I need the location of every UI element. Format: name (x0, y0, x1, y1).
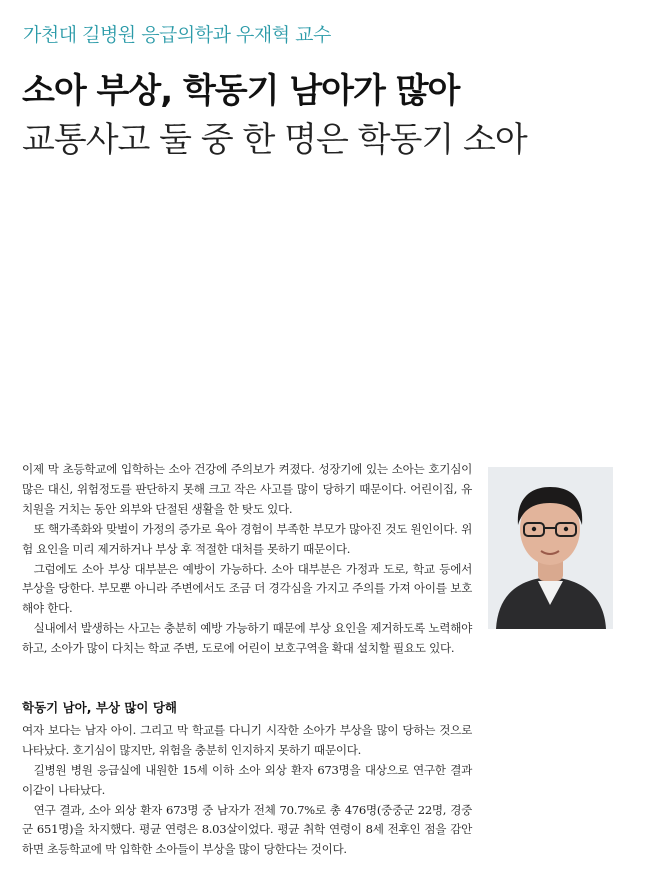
portrait-photo-icon (488, 467, 613, 629)
body-paragraph: 실내에서 발생하는 사고는 충분히 예방 가능하기 때문에 부상 요인을 제거하도록 노력해야 하고, 소아가 많이 다치는 학교 주변, 도로에 어린이 보호구역을 확대 설치할 필요도 있다. (22, 621, 472, 656)
body-paragraph: 여자 보다는 남자 아이. 그리고 막 학교를 다니기 시작한 소아가 부상을 많이 당하는 것으로 나타났다. 호기심이 많지만, 위험을 충분히 인지하지 못하기 때문이다. (22, 722, 472, 757)
author-portrait-photo (488, 467, 613, 629)
section-heading: 학동기 남아, 부상 많이 당해 (22, 700, 177, 715)
body-paragraph: 이제 막 초등학교에 입학하는 소아 건강에 주의보가 켜졌다. 성장기에 있는 소아는 호기심이 많은 대신, 위험정도를 판단하지 못해 크고 작은 사고를 많이 당하기 때문이다. 어린이집, 유치원을 거치는 동안 외부와 단절된 생활을 한 탓도 있다. (22, 462, 472, 516)
article-section (22, 698, 472, 860)
body-paragraph: 길병원 병원 응급실에 내원한 15세 이하 소아 외상 환자 673명을 대상으로 연구한 결과 이같이 나타났다. (22, 762, 472, 797)
body-paragraph: 또 핵가족화와 맞벌이 가정의 증가로 육아 경험이 부족한 부모가 많아진 것도 원인이다. 위험 요인을 미리 제거하거나 부상 후 적절한 대처를 못하기 때문이다. (22, 521, 472, 556)
body-paragraph: 그럼에도 소아 부상 대부분은 예방이 가능하다. 소아 대부분은 가정과 도로, 학교 등에서 부상을 당한다. 부모뿐 아니라 주변에서도 조금 더 경각심을 가지고 주의를 가져 아이를 보호해야 한다. (22, 561, 472, 616)
article-subheadline: 교통사고 둘 중 한 명은 학동기 소아 (22, 120, 527, 160)
author-byline: 가천대 길병원 응급의학과 우재혁 교수 (23, 24, 331, 46)
article-intro (22, 460, 472, 659)
body-paragraph: 연구 결과, 소아 외상 환자 673명 중 남자가 전체 70.7%로 총 476명(중중군 22명, 경중군 651명)을 차지했다. 평균 연령은 8.03살이었다. 평균 취학 연령이 8세 전후인 점을 감안하면 초등학교에 막 입학한 소아들이 부상을 많이 당한다는 것이다. (22, 802, 472, 857)
article-headline: 소아 부상, 학동기 남아가 많아 (22, 71, 460, 111)
